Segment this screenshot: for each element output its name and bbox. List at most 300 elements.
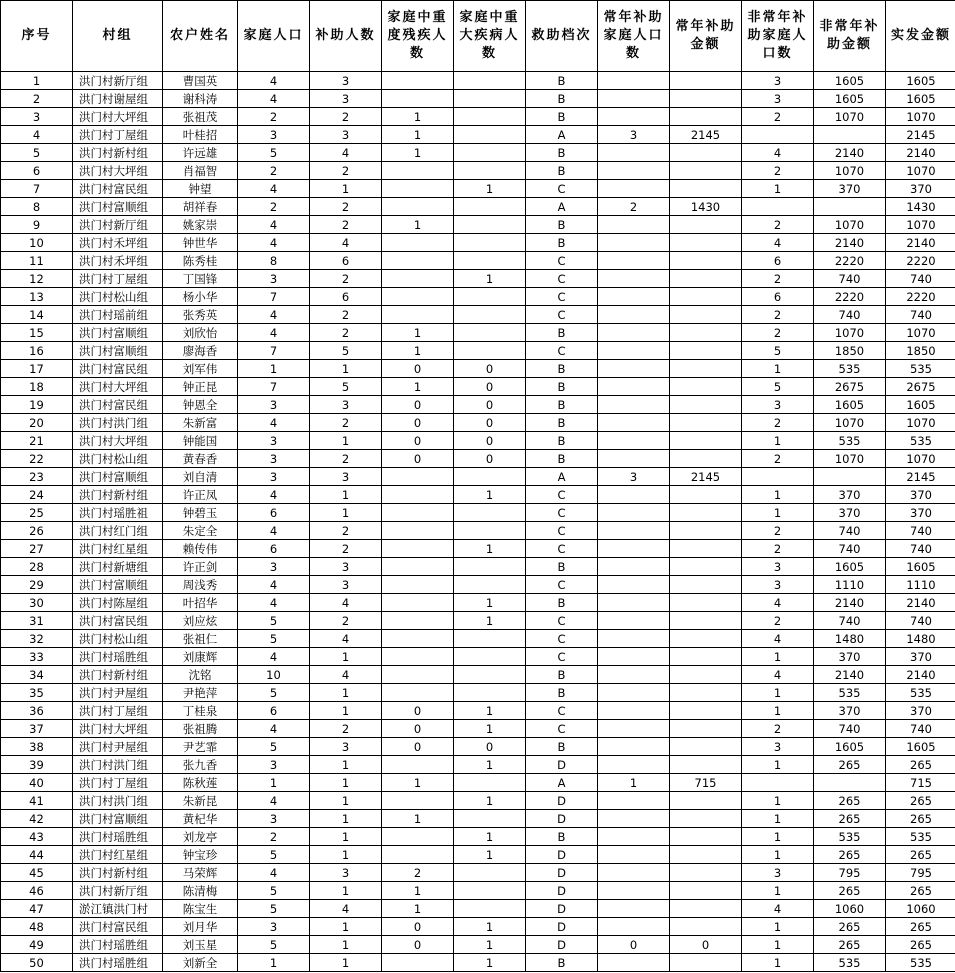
cell-village-group: 洪门村洪门组 <box>73 414 163 432</box>
cell-regular-amount <box>670 918 742 936</box>
table-row <box>1 432 955 450</box>
cell-village-group: 洪门村禾坪组 <box>73 252 163 270</box>
cell-regular-persons: 3 <box>598 126 670 144</box>
cell-illness-count: 1 <box>454 846 526 864</box>
cell-illness-count <box>454 666 526 684</box>
cell-household-name: 丁国锋 <box>163 270 238 288</box>
table-row <box>1 216 955 234</box>
cell-index: 45 <box>1 864 73 882</box>
table-row <box>1 774 955 792</box>
cell-village-group: 洪门村松山组 <box>73 288 163 306</box>
cell-relief-level: A <box>526 774 598 792</box>
cell-actual-amount: 740 <box>886 612 955 630</box>
table-row <box>1 810 955 828</box>
table-row <box>1 666 955 684</box>
cell-village-group: 洪门村富顺组 <box>73 576 163 594</box>
cell-subsidized-count: 2 <box>310 414 382 432</box>
cell-disabled-count: 1 <box>382 126 454 144</box>
cell-family-size: 5 <box>238 882 310 900</box>
cell-regular-amount <box>670 360 742 378</box>
cell-disabled-count <box>382 72 454 90</box>
cell-regular-persons <box>598 522 670 540</box>
cell-actual-amount: 795 <box>886 864 955 882</box>
cell-illness-count <box>454 216 526 234</box>
cell-relief-level: B <box>526 216 598 234</box>
cell-village-group: 洪门村松山组 <box>73 630 163 648</box>
cell-household-name: 朱新富 <box>163 414 238 432</box>
cell-irregular-amount: 265 <box>814 756 886 774</box>
cell-subsidized-count: 2 <box>310 198 382 216</box>
cell-irregular-amount: 1070 <box>814 162 886 180</box>
cell-irregular-persons: 2 <box>742 612 814 630</box>
cell-actual-amount: 2145 <box>886 126 955 144</box>
table-row <box>1 108 955 126</box>
cell-regular-persons <box>598 864 670 882</box>
cell-actual-amount: 1605 <box>886 558 955 576</box>
header-illness-count: 家庭中重大疾病人数 <box>454 1 526 72</box>
cell-regular-amount: 1430 <box>670 198 742 216</box>
cell-village-group: 洪门村富顺组 <box>73 324 163 342</box>
cell-regular-persons <box>598 378 670 396</box>
cell-subsidized-count: 4 <box>310 144 382 162</box>
cell-relief-level: B <box>526 360 598 378</box>
cell-relief-level: B <box>526 684 598 702</box>
cell-regular-persons <box>598 576 670 594</box>
cell-illness-count <box>454 630 526 648</box>
table-row <box>1 864 955 882</box>
cell-regular-amount <box>670 792 742 810</box>
table-row <box>1 270 955 288</box>
cell-regular-persons <box>598 414 670 432</box>
cell-regular-amount <box>670 846 742 864</box>
cell-household-name: 丁桂泉 <box>163 702 238 720</box>
cell-relief-level: B <box>526 594 598 612</box>
cell-irregular-persons: 2 <box>742 540 814 558</box>
cell-illness-count: 1 <box>454 270 526 288</box>
cell-family-size: 4 <box>238 522 310 540</box>
cell-index: 27 <box>1 540 73 558</box>
cell-regular-persons <box>598 324 670 342</box>
cell-relief-level: C <box>526 288 598 306</box>
cell-regular-amount <box>670 108 742 126</box>
cell-household-name: 钟碧玉 <box>163 504 238 522</box>
cell-family-size: 4 <box>238 414 310 432</box>
header-irregular-amount: 非常年补助金额 <box>814 1 886 72</box>
cell-index: 41 <box>1 792 73 810</box>
table-row <box>1 936 955 954</box>
table-row <box>1 702 955 720</box>
cell-irregular-amount: 2220 <box>814 252 886 270</box>
cell-illness-count <box>454 288 526 306</box>
table-row <box>1 288 955 306</box>
cell-household-name: 钟正昆 <box>163 378 238 396</box>
cell-relief-level: B <box>526 396 598 414</box>
cell-family-size: 5 <box>238 630 310 648</box>
cell-subsidized-count: 1 <box>310 756 382 774</box>
cell-regular-amount <box>670 396 742 414</box>
cell-subsidized-count: 2 <box>310 108 382 126</box>
cell-illness-count: 0 <box>454 396 526 414</box>
cell-illness-count <box>454 324 526 342</box>
cell-regular-amount: 715 <box>670 774 742 792</box>
cell-index: 6 <box>1 162 73 180</box>
table-row <box>1 306 955 324</box>
cell-regular-amount <box>670 738 742 756</box>
cell-disabled-count: 1 <box>382 378 454 396</box>
cell-household-name: 刘欣怡 <box>163 324 238 342</box>
cell-village-group: 淤江镇洪门村 <box>73 900 163 918</box>
cell-irregular-persons: 1 <box>742 360 814 378</box>
cell-disabled-count: 0 <box>382 360 454 378</box>
cell-household-name: 陈宝生 <box>163 900 238 918</box>
cell-regular-persons <box>598 666 670 684</box>
cell-irregular-amount: 1070 <box>814 450 886 468</box>
cell-subsidized-count: 3 <box>310 396 382 414</box>
cell-regular-amount <box>670 900 742 918</box>
cell-index: 22 <box>1 450 73 468</box>
cell-disabled-count <box>382 180 454 198</box>
cell-village-group: 洪门村富民组 <box>73 918 163 936</box>
cell-irregular-amount: 535 <box>814 954 886 972</box>
cell-relief-level: A <box>526 126 598 144</box>
cell-household-name: 刘康辉 <box>163 648 238 666</box>
cell-regular-amount <box>670 486 742 504</box>
cell-index: 35 <box>1 684 73 702</box>
cell-subsidized-count: 2 <box>310 216 382 234</box>
cell-regular-persons <box>598 180 670 198</box>
cell-family-size: 5 <box>238 144 310 162</box>
cell-irregular-amount: 2140 <box>814 144 886 162</box>
cell-irregular-amount: 2140 <box>814 666 886 684</box>
cell-disabled-count <box>382 90 454 108</box>
cell-index: 5 <box>1 144 73 162</box>
cell-index: 3 <box>1 108 73 126</box>
cell-regular-amount <box>670 270 742 288</box>
table-row <box>1 486 955 504</box>
table-row <box>1 630 955 648</box>
cell-disabled-count: 1 <box>382 810 454 828</box>
cell-disabled-count <box>382 648 454 666</box>
cell-relief-level: B <box>526 432 598 450</box>
cell-relief-level: C <box>526 576 598 594</box>
cell-illness-count: 1 <box>454 180 526 198</box>
cell-household-name: 尹艺霏 <box>163 738 238 756</box>
cell-irregular-persons: 4 <box>742 594 814 612</box>
cell-actual-amount: 370 <box>886 702 955 720</box>
cell-relief-level: D <box>526 882 598 900</box>
cell-regular-persons <box>598 918 670 936</box>
cell-illness-count: 1 <box>454 936 526 954</box>
cell-illness-count <box>454 648 526 666</box>
cell-irregular-persons <box>742 774 814 792</box>
cell-disabled-count <box>382 630 454 648</box>
cell-irregular-persons: 2 <box>742 306 814 324</box>
cell-index: 16 <box>1 342 73 360</box>
cell-irregular-persons: 2 <box>742 414 814 432</box>
cell-family-size: 4 <box>238 792 310 810</box>
cell-illness-count <box>454 684 526 702</box>
cell-regular-persons <box>598 504 670 522</box>
cell-family-size: 4 <box>238 306 310 324</box>
cell-actual-amount: 715 <box>886 774 955 792</box>
cell-village-group: 洪门村富民组 <box>73 360 163 378</box>
cell-household-name: 黄春香 <box>163 450 238 468</box>
cell-relief-level: C <box>526 648 598 666</box>
cell-subsidized-count: 3 <box>310 72 382 90</box>
cell-village-group: 洪门村陈屋组 <box>73 594 163 612</box>
cell-disabled-count <box>382 846 454 864</box>
cell-irregular-amount: 265 <box>814 882 886 900</box>
cell-irregular-persons: 3 <box>742 864 814 882</box>
cell-regular-amount <box>670 864 742 882</box>
cell-disabled-count <box>382 234 454 252</box>
cell-relief-level: D <box>526 756 598 774</box>
cell-family-size: 3 <box>238 396 310 414</box>
cell-household-name: 张秀英 <box>163 306 238 324</box>
cell-regular-persons <box>598 288 670 306</box>
cell-household-name: 尹艳萍 <box>163 684 238 702</box>
cell-actual-amount: 1070 <box>886 414 955 432</box>
cell-illness-count: 1 <box>454 792 526 810</box>
cell-family-size: 3 <box>238 270 310 288</box>
cell-illness-count: 1 <box>454 828 526 846</box>
cell-index: 33 <box>1 648 73 666</box>
cell-regular-persons <box>598 234 670 252</box>
cell-irregular-persons: 3 <box>742 738 814 756</box>
cell-index: 46 <box>1 882 73 900</box>
cell-actual-amount: 370 <box>886 648 955 666</box>
cell-irregular-amount: 1070 <box>814 324 886 342</box>
cell-irregular-persons: 2 <box>742 162 814 180</box>
cell-subsidized-count: 1 <box>310 846 382 864</box>
cell-irregular-persons <box>742 468 814 486</box>
cell-village-group: 洪门村尹屋组 <box>73 738 163 756</box>
header-disabled-count: 家庭中重度残疾人数 <box>382 1 454 72</box>
cell-irregular-amount: 2140 <box>814 594 886 612</box>
cell-illness-count <box>454 90 526 108</box>
cell-regular-persons <box>598 540 670 558</box>
cell-illness-count: 0 <box>454 432 526 450</box>
cell-irregular-amount: 1850 <box>814 342 886 360</box>
cell-irregular-amount: 535 <box>814 360 886 378</box>
cell-family-size: 3 <box>238 558 310 576</box>
cell-relief-level: C <box>526 180 598 198</box>
cell-index: 24 <box>1 486 73 504</box>
cell-actual-amount: 740 <box>886 270 955 288</box>
table-row <box>1 378 955 396</box>
cell-irregular-amount: 265 <box>814 936 886 954</box>
cell-irregular-persons: 1 <box>742 954 814 972</box>
cell-regular-persons <box>598 846 670 864</box>
cell-subsidized-count: 2 <box>310 522 382 540</box>
cell-village-group: 洪门村瑶胜祖 <box>73 504 163 522</box>
cell-illness-count <box>454 234 526 252</box>
cell-regular-persons <box>598 756 670 774</box>
cell-subsidized-count: 2 <box>310 162 382 180</box>
cell-disabled-count: 0 <box>382 918 454 936</box>
cell-actual-amount: 1070 <box>886 450 955 468</box>
cell-village-group: 洪门村富顺组 <box>73 468 163 486</box>
cell-irregular-persons: 1 <box>742 792 814 810</box>
cell-disabled-count <box>382 756 454 774</box>
cell-family-size: 2 <box>238 108 310 126</box>
cell-relief-level: C <box>526 306 598 324</box>
table-row <box>1 234 955 252</box>
cell-irregular-persons: 4 <box>742 144 814 162</box>
cell-household-name: 许正凤 <box>163 486 238 504</box>
cell-regular-persons <box>598 144 670 162</box>
cell-illness-count: 0 <box>454 378 526 396</box>
cell-family-size: 4 <box>238 216 310 234</box>
cell-subsidized-count: 4 <box>310 630 382 648</box>
cell-index: 30 <box>1 594 73 612</box>
cell-household-name: 姚家崇 <box>163 216 238 234</box>
cell-actual-amount: 2220 <box>886 252 955 270</box>
cell-household-name: 廖海香 <box>163 342 238 360</box>
cell-subsidized-count: 4 <box>310 234 382 252</box>
cell-irregular-persons: 3 <box>742 72 814 90</box>
cell-actual-amount: 370 <box>886 486 955 504</box>
cell-household-name: 黄杞华 <box>163 810 238 828</box>
cell-disabled-count <box>382 954 454 972</box>
cell-village-group: 洪门村新厅组 <box>73 882 163 900</box>
cell-irregular-persons <box>742 126 814 144</box>
cell-regular-amount <box>670 234 742 252</box>
cell-irregular-persons: 1 <box>742 702 814 720</box>
cell-disabled-count: 1 <box>382 882 454 900</box>
cell-relief-level: A <box>526 198 598 216</box>
cell-illness-count <box>454 144 526 162</box>
cell-subsidized-count: 1 <box>310 648 382 666</box>
cell-irregular-amount: 1070 <box>814 414 886 432</box>
cell-village-group: 洪门村大坪组 <box>73 378 163 396</box>
cell-irregular-persons: 2 <box>742 216 814 234</box>
cell-irregular-amount: 2220 <box>814 288 886 306</box>
table-row <box>1 900 955 918</box>
cell-subsidized-count: 6 <box>310 288 382 306</box>
cell-index: 18 <box>1 378 73 396</box>
cell-actual-amount: 740 <box>886 306 955 324</box>
cell-index: 36 <box>1 702 73 720</box>
cell-irregular-persons: 6 <box>742 288 814 306</box>
cell-disabled-count: 0 <box>382 414 454 432</box>
cell-relief-level: D <box>526 792 598 810</box>
cell-illness-count <box>454 468 526 486</box>
cell-index: 11 <box>1 252 73 270</box>
cell-index: 31 <box>1 612 73 630</box>
cell-regular-persons: 3 <box>598 468 670 486</box>
cell-household-name: 朱定全 <box>163 522 238 540</box>
cell-subsidized-count: 1 <box>310 882 382 900</box>
cell-index: 40 <box>1 774 73 792</box>
cell-irregular-amount: 1605 <box>814 72 886 90</box>
cell-family-size: 1 <box>238 954 310 972</box>
cell-disabled-count <box>382 666 454 684</box>
cell-subsidized-count: 2 <box>310 720 382 738</box>
cell-actual-amount: 740 <box>886 522 955 540</box>
cell-irregular-persons: 1 <box>742 918 814 936</box>
cell-irregular-amount: 370 <box>814 648 886 666</box>
cell-actual-amount: 1605 <box>886 90 955 108</box>
cell-illness-count <box>454 864 526 882</box>
cell-irregular-persons: 4 <box>742 630 814 648</box>
cell-irregular-amount: 740 <box>814 612 886 630</box>
table-row <box>1 684 955 702</box>
cell-disabled-count: 1 <box>382 342 454 360</box>
cell-family-size: 1 <box>238 774 310 792</box>
cell-relief-level: B <box>526 234 598 252</box>
cell-irregular-persons: 5 <box>742 342 814 360</box>
cell-family-size: 5 <box>238 684 310 702</box>
cell-relief-level: D <box>526 846 598 864</box>
cell-regular-amount <box>670 144 742 162</box>
cell-family-size: 4 <box>238 324 310 342</box>
cell-regular-persons: 2 <box>598 198 670 216</box>
cell-index: 43 <box>1 828 73 846</box>
cell-irregular-amount: 1480 <box>814 630 886 648</box>
cell-disabled-count <box>382 468 454 486</box>
cell-disabled-count <box>382 612 454 630</box>
cell-subsidized-count: 1 <box>310 918 382 936</box>
cell-irregular-persons: 1 <box>742 684 814 702</box>
cell-subsidized-count: 1 <box>310 360 382 378</box>
cell-disabled-count <box>382 828 454 846</box>
cell-village-group: 洪门村大坪组 <box>73 108 163 126</box>
cell-regular-persons <box>598 216 670 234</box>
cell-disabled-count: 0 <box>382 450 454 468</box>
cell-relief-level: D <box>526 864 598 882</box>
cell-relief-level: C <box>526 612 598 630</box>
cell-regular-amount <box>670 162 742 180</box>
table-row <box>1 594 955 612</box>
cell-index: 47 <box>1 900 73 918</box>
cell-irregular-persons: 3 <box>742 576 814 594</box>
table-body <box>1 72 955 972</box>
cell-regular-amount <box>670 882 742 900</box>
cell-illness-count: 1 <box>454 594 526 612</box>
cell-family-size: 7 <box>238 378 310 396</box>
cell-regular-persons <box>598 900 670 918</box>
cell-household-name: 陈清梅 <box>163 882 238 900</box>
cell-disabled-count <box>382 540 454 558</box>
cell-subsidized-count: 1 <box>310 954 382 972</box>
cell-household-name: 杨小华 <box>163 288 238 306</box>
cell-family-size: 5 <box>238 738 310 756</box>
cell-regular-persons <box>598 558 670 576</box>
cell-irregular-amount: 265 <box>814 792 886 810</box>
cell-family-size: 6 <box>238 702 310 720</box>
cell-irregular-amount: 2140 <box>814 234 886 252</box>
cell-family-size: 4 <box>238 594 310 612</box>
cell-actual-amount: 535 <box>886 828 955 846</box>
table-row <box>1 180 955 198</box>
cell-regular-persons <box>598 954 670 972</box>
cell-irregular-amount: 740 <box>814 270 886 288</box>
table-row <box>1 144 955 162</box>
cell-regular-amount <box>670 522 742 540</box>
cell-regular-persons <box>598 630 670 648</box>
cell-illness-count: 0 <box>454 738 526 756</box>
cell-regular-amount: 2145 <box>670 468 742 486</box>
cell-household-name: 刘龙亭 <box>163 828 238 846</box>
cell-disabled-count <box>382 486 454 504</box>
cell-irregular-persons: 4 <box>742 900 814 918</box>
cell-disabled-count <box>382 522 454 540</box>
cell-index: 25 <box>1 504 73 522</box>
cell-subsidized-count: 1 <box>310 792 382 810</box>
table-row <box>1 918 955 936</box>
cell-irregular-amount: 370 <box>814 180 886 198</box>
